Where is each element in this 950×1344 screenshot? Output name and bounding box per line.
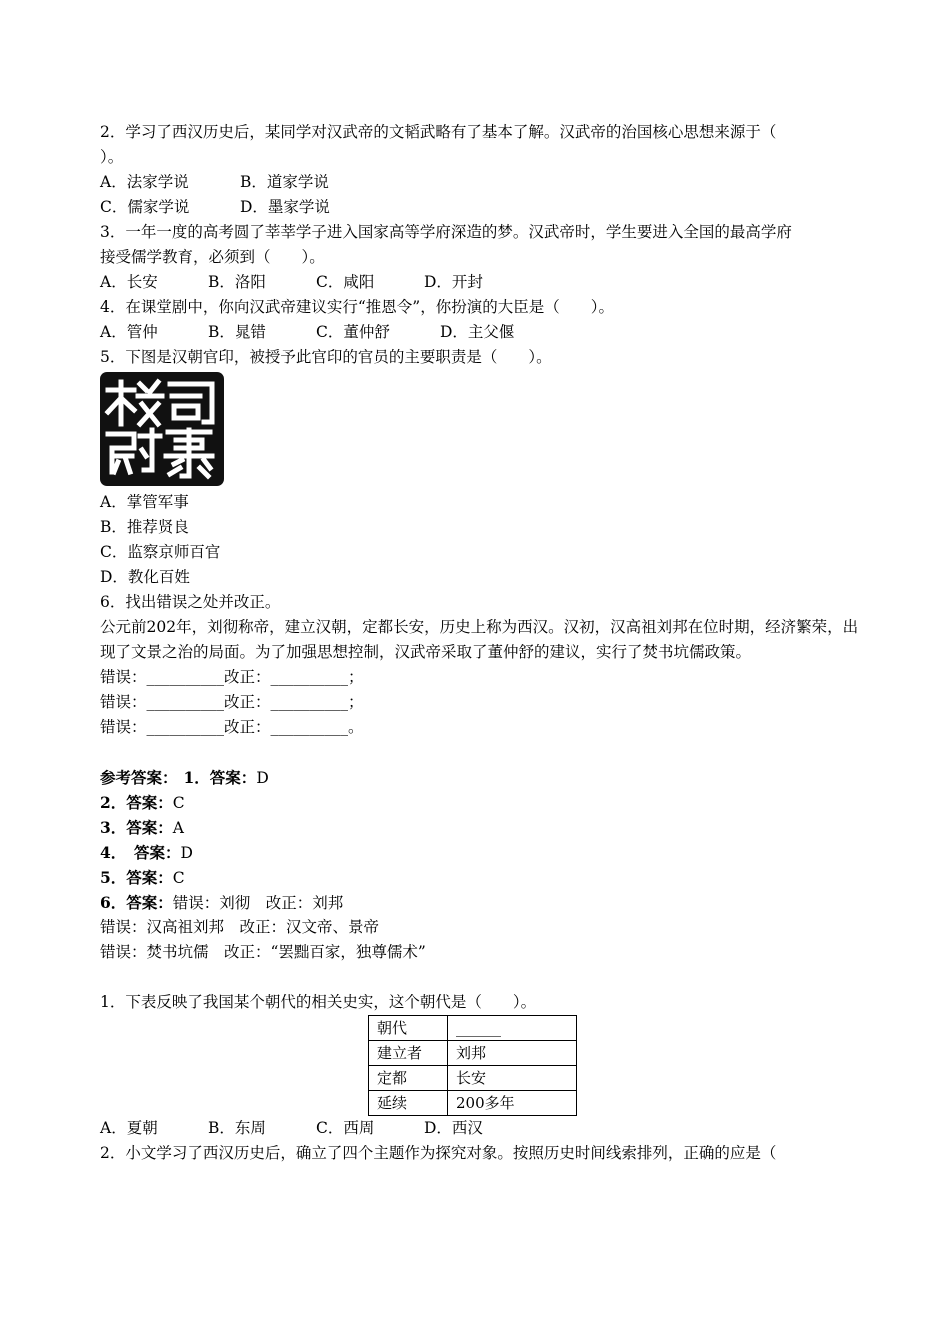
q6-row1-error-label: 错误： — [100, 668, 147, 686]
q5-option-d: D．教化百姓 — [100, 568, 190, 586]
q3-stem-line1: 3．一年一度的高考圆了莘莘学子进入国家高等学府深造的梦。汉武帝时，学生要进入全国的最高学府 — [100, 223, 792, 241]
answer-6 — [100, 890, 860, 915]
answer-2-label: 2．答案： — [100, 793, 173, 812]
answer-4 — [100, 840, 860, 865]
q6-answer-row — [100, 665, 860, 690]
q6-row2-end: ； — [348, 693, 364, 711]
answer-6-value: 错误：刘彻 改正：刘邦 — [172, 894, 344, 912]
table-cell: 200多年 — [448, 1091, 577, 1116]
q2-option-b: B．道家学说 — [240, 173, 329, 191]
answers-heading: 参考答案： — [100, 768, 178, 787]
spacer — [100, 965, 860, 990]
q1b-stem: 1．下表反映了我国某个朝代的相关史实，这个朝代是（ ）。 — [100, 993, 537, 1011]
q6-row1-fix-label: 改正： — [224, 668, 271, 686]
answer-6-label: 6．答案： — [100, 893, 173, 912]
q4-option-a: A．管仲 — [100, 323, 158, 341]
q1b-option-c: C．西周 — [316, 1119, 375, 1137]
q6-row2-error-label: 错误： — [100, 693, 147, 711]
q6-passage: 公元前202年，刘彻称帝，建立汉朝，定都长安，历史上称为西汉。汉初，汉高祖刘邦在位时期，经济繁荣，出现了文景之治的局面。为了加强思想控制，汉武帝采取了董仲舒的建议，实行了焚书坑儒政策。 — [100, 618, 859, 661]
q4-option-c: C．董仲舒 — [316, 323, 390, 341]
answer-5-label: 5．答案： — [100, 868, 173, 887]
q5-option-c: C．监察京师百官 — [100, 543, 221, 561]
table-cell: 长安 — [448, 1066, 577, 1091]
table-cell: 延续 — [369, 1091, 448, 1116]
q2-option-d: D．墨家学说 — [240, 198, 330, 216]
q6-row3-end: 。 — [348, 718, 364, 736]
table-row — [369, 1016, 577, 1041]
table-row — [369, 1091, 577, 1116]
q2-stem-line2: ）。 — [100, 148, 124, 166]
q3-option-c: C．咸阳 — [316, 273, 375, 291]
answer-5 — [100, 865, 860, 890]
q6-row2-fix-blank[interactable]: __________ — [270, 693, 349, 711]
answer-1 — [100, 765, 860, 790]
spacer — [100, 740, 860, 765]
q5-option-b: B．推荐贤良 — [100, 518, 189, 536]
q6-row1-end: ； — [348, 668, 364, 686]
answer-3-label: 3．答案： — [100, 818, 173, 837]
q2-option-c: C．儒家学说 — [100, 198, 190, 216]
table-row — [369, 1066, 577, 1091]
q1b-option-d: D．西汉 — [424, 1119, 483, 1137]
q2-options-row2 — [100, 195, 860, 220]
table-cell: ______ — [448, 1016, 577, 1041]
q6-row2-error-blank[interactable]: __________ — [146, 693, 225, 711]
table-cell: 朝代 — [369, 1016, 448, 1041]
answer-3-value: A — [172, 819, 184, 837]
q3-options — [100, 270, 860, 295]
document-page — [100, 120, 860, 1166]
dynasty-facts-table — [368, 1015, 577, 1116]
answer-2 — [100, 790, 860, 815]
q2-stem-line1: 2．学习了西汉历史后，某同学对汉武帝的文韬武略有了基本了解。汉武帝的治国核心思想来源于（ — [100, 123, 777, 141]
q3-stem-line2: 接受儒学教育，必须到（ ）。 — [100, 248, 325, 266]
q6-row2-fix-label: 改正： — [224, 693, 271, 711]
q6-row1-error-blank[interactable]: __________ — [146, 668, 225, 686]
answer-3 — [100, 815, 860, 840]
q6-row3-error-blank[interactable]: __________ — [146, 718, 225, 736]
answer-2-value: C — [172, 794, 185, 812]
q6-answer-row — [100, 715, 860, 740]
table-cell: 刘邦 — [448, 1041, 577, 1066]
q4-stem: 4．在课堂剧中，你向汉武帝建议实行“推恩令”，你扮演的大臣是（ ）。 — [100, 298, 614, 316]
seal-glyphs-icon — [100, 372, 224, 486]
q6-stem: 6．找出错误之处并改正。 — [100, 593, 281, 611]
q4-option-d: D．主父偃 — [440, 323, 515, 341]
answer-4-label: 4． 答案： — [100, 843, 181, 862]
answer-1-label: 1．答案： — [183, 768, 257, 787]
table-cell: 建立者 — [369, 1041, 448, 1066]
answer-6-line2: 错误：汉高祖刘邦 改正：汉文帝、景帝 — [100, 918, 380, 936]
q1b-option-a: A．夏朝 — [100, 1119, 158, 1137]
q6-row1-fix-blank[interactable]: __________ — [270, 668, 349, 686]
q3-option-d: D．开封 — [424, 273, 483, 291]
table-row — [369, 1041, 577, 1066]
q4-options — [100, 320, 860, 345]
q2-options-row1 — [100, 170, 860, 195]
q6-row3-fix-blank[interactable]: __________ — [270, 718, 349, 736]
q2b-stem: 2．小文学习了西汉历史后，确立了四个主题作为探究对象。按照历史时间线索排列，正确的应是（ — [100, 1144, 777, 1162]
q5-option-a: A．掌管军事 — [100, 493, 189, 511]
answer-4-value: D — [180, 844, 193, 862]
q6-answer-row — [100, 690, 860, 715]
q6-row3-fix-label: 改正： — [224, 718, 271, 736]
q5-stem: 5．下图是汉朝官印，被授予此官印的官员的主要职责是（ ）。 — [100, 348, 552, 366]
answer-6-line3: 错误：焚书坑儒 改正：“罢黜百家，独尊儒术” — [100, 943, 426, 961]
table-cell: 定都 — [369, 1066, 448, 1091]
official-seal-image — [100, 372, 224, 486]
answer-5-value: C — [172, 869, 185, 887]
answer-1-value: D — [256, 769, 269, 787]
q3-option-a: A．长安 — [100, 273, 158, 291]
q1b-option-b: B．东周 — [208, 1119, 266, 1137]
q6-row3-error-label: 错误： — [100, 718, 147, 736]
q3-option-b: B．洛阳 — [208, 273, 266, 291]
q4-option-b: B．晁错 — [208, 323, 266, 341]
q2-option-a: A．法家学说 — [100, 173, 189, 191]
q1b-options — [100, 1116, 860, 1141]
